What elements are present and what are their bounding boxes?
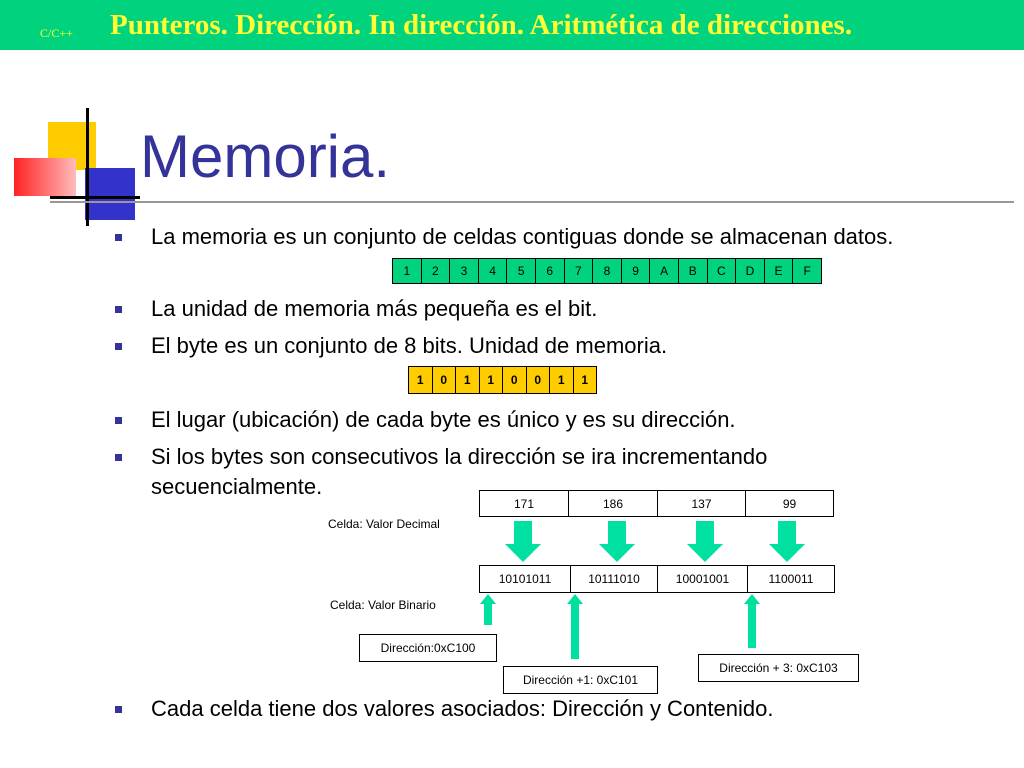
binary-cell: 10111010 [571, 566, 658, 593]
up-arrow [744, 594, 760, 648]
bit-cell: 1 [479, 367, 503, 394]
bit-cell: 1 [550, 367, 574, 394]
address-box: Dirección +1: 0xC101 [503, 666, 658, 694]
memory-cell: 4 [478, 259, 507, 284]
decimal-cell: 99 [746, 491, 834, 517]
bit-cell: 1 [409, 367, 433, 394]
memory-cell: D [736, 259, 765, 284]
slide-title: Memoria. [140, 123, 391, 190]
bullet-text: Cada celda tiene dos valores asociados: Dirección y Contenido. [151, 696, 774, 721]
up-arrow [480, 594, 496, 625]
bit-cell: 1 [456, 367, 480, 394]
memory-cell: 3 [450, 259, 479, 284]
bullet-text: El byte es un conjunto de 8 bits. Unidad de memoria. [151, 333, 668, 358]
binary-cell: 10001001 [658, 566, 748, 593]
down-arrow [505, 521, 541, 562]
memory-cell: 1 [393, 259, 422, 284]
address-box: Dirección + 3: 0xC103 [698, 654, 859, 682]
memory-cell: E [764, 259, 793, 284]
bullet-text: Si los bytes son consecutivos la dirección se ira incrementando [151, 444, 768, 469]
bullet-text: secuencialmente. [151, 474, 323, 499]
memory-cell: A [650, 259, 679, 284]
memory-cell: 6 [535, 259, 564, 284]
binary-label: Celda: Valor Binario [330, 598, 436, 612]
memory-cell: C [707, 259, 736, 284]
bullet-text: La memoria es un conjunto de celdas contiguas donde se almacenan datos. [151, 224, 894, 249]
bullet-text: La unidad de memoria más pequeña es el bit. [151, 296, 598, 321]
memory-cell: F [793, 259, 822, 284]
bit-cell: 0 [526, 367, 550, 394]
decimal-label: Celda: Valor Decimal [328, 517, 440, 531]
decimal-cell: 171 [480, 491, 569, 517]
memory-cell: B [678, 259, 707, 284]
binary-cell: 1100011 [748, 566, 835, 593]
bit-cell: 0 [432, 367, 456, 394]
memory-cell: 2 [421, 259, 450, 284]
binary-cell: 10101011 [480, 566, 571, 593]
memory-cell: 5 [507, 259, 536, 284]
bullet-text: El lugar (ubicación) de cada byte es único y es su dirección. [151, 407, 736, 432]
memory-cell: 8 [593, 259, 622, 284]
down-arrow [769, 521, 805, 562]
decimal-cell: 186 [569, 491, 658, 517]
bullet-marker [115, 706, 122, 713]
address-box: Dirección:0xC100 [359, 634, 497, 662]
up-arrow [567, 594, 583, 659]
header-tag: C/C++ [40, 26, 73, 40]
down-arrow [687, 521, 723, 562]
down-arrow [599, 521, 635, 562]
memory-cell: 7 [564, 259, 593, 284]
bit-cell: 1 [573, 367, 597, 394]
bit-cell: 0 [503, 367, 527, 394]
decimal-cell: 137 [658, 491, 746, 517]
header-title: Punteros. Dirección. In dirección. Aritmética de direcciones. [110, 9, 853, 41]
binary-values-table [479, 565, 835, 593]
memory-cell: 9 [621, 259, 650, 284]
